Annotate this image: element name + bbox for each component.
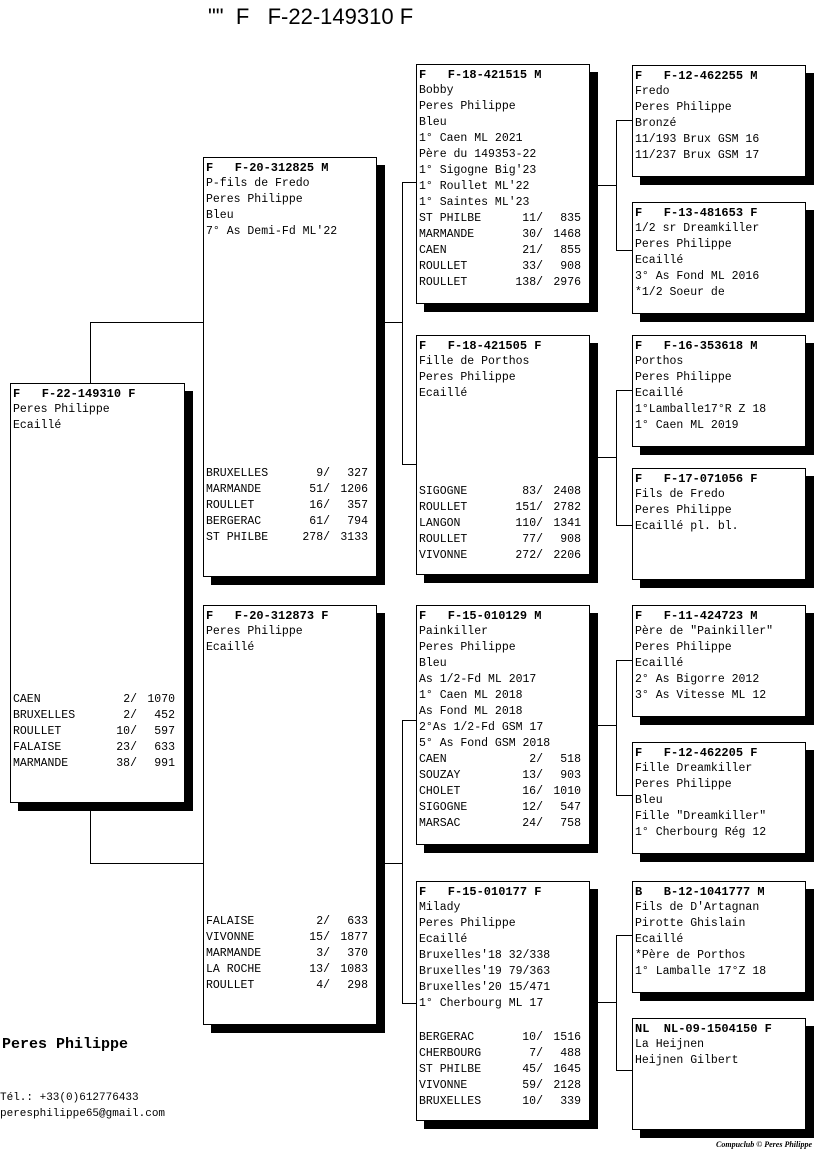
info-line: 7° As Demi-Fd ML'22 [206, 225, 338, 238]
owner-line: Heijnen Gilbert [635, 1054, 739, 1067]
info-line: Fils de D'Artagnan [635, 901, 760, 914]
result-row: BRUXELLES 10/ 339 [419, 1095, 581, 1108]
color-line: Bleu [419, 116, 447, 129]
owner-line: Peres Philippe [635, 778, 732, 791]
connector-line [376, 863, 402, 864]
info-line: 1° Cherbourg ML 17 [419, 997, 544, 1010]
ring-number: F F-12-462205 F [635, 746, 758, 760]
result-row: ROULLET 138/ 2976 [419, 276, 581, 289]
info-line: 2° As Bigorre 2012 [635, 673, 760, 686]
connector-line [402, 1003, 417, 1004]
info-line: Porthos [635, 355, 684, 368]
result-row: BERGERAC 61/ 794 [206, 515, 368, 528]
result-row: CHOLET 16/ 1010 [419, 785, 581, 798]
owner-line: Peres Philippe [635, 504, 732, 517]
ring-number: F F-18-421505 F [419, 339, 542, 353]
ring-number: F F-17-071056 F [635, 472, 758, 486]
info-line: As 1/2-Fd ML 2017 [419, 673, 537, 686]
owner-line: Peres Philippe [419, 100, 516, 113]
owner-line: Peres Philippe [13, 403, 110, 416]
connector-line [376, 322, 402, 323]
ring-number: F F-11-424723 M [635, 609, 758, 623]
ring-number: B B-12-1041777 M [635, 885, 765, 899]
info-line: 2°As 1/2-Fd GSM 17 [419, 721, 544, 734]
connector-line [616, 390, 617, 525]
connector-line [616, 935, 617, 1070]
result-row: BRUXELLES 2/ 452 [13, 709, 175, 722]
result-row: MARMANDE 51/ 1206 [206, 483, 368, 496]
info-line: P-fils de Fredo [206, 177, 310, 190]
owner-line: Peres Philippe [206, 625, 303, 638]
info-line: Bruxelles'18 32/338 [419, 949, 551, 962]
result-row: VIVONNE 59/ 2128 [419, 1079, 581, 1092]
owner-line: Peres Philippe [419, 641, 516, 654]
pigeon-card-ggp-8[interactable] [632, 1018, 806, 1130]
results-list [204, 914, 376, 994]
connector-line [598, 1002, 616, 1003]
info-line: Fille Dreamkiller [635, 762, 753, 775]
color-line: Ecaillé [13, 419, 62, 432]
owner-line: Peres Philippe [635, 641, 732, 654]
connector-line [90, 802, 91, 864]
results-list [204, 466, 376, 546]
pigeon-card-granddam-paternal[interactable] [416, 335, 590, 575]
results-list [417, 211, 589, 291]
color-line: Ecaillé [419, 387, 468, 400]
pigeon-card-dam[interactable] [203, 605, 377, 1025]
result-row: ST PHILBE 11/ 835 [419, 212, 581, 225]
info-line: 1/2 sr Dreamkiller [635, 222, 760, 235]
ring-number: F F-18-421515 M [419, 68, 542, 82]
connector-line [90, 322, 204, 323]
info-line: Père de "Painkiller" [635, 625, 774, 638]
result-row: LANGON 110/ 1341 [419, 517, 581, 530]
ring-number: F F-13-481653 F [635, 206, 758, 220]
ring-number: F F-22-149310 F [13, 387, 136, 401]
color-line: Ecaillé [635, 387, 684, 400]
info-line: 1° Lamballe 17°Z 18 [635, 965, 767, 978]
connector-line [616, 795, 633, 796]
pigeon-card-grandsire-maternal[interactable] [416, 605, 590, 845]
result-row: ROULLET 10/ 597 [13, 725, 175, 738]
color-line: Ecaillé [635, 933, 684, 946]
owner-line: Peres Philippe [635, 371, 732, 384]
ring-number: F F-15-010129 M [419, 609, 542, 623]
owner-line: Peres Philippe [419, 371, 516, 384]
info-line: Fils de Fredo [635, 488, 725, 501]
connector-line [616, 660, 617, 795]
connector-line [402, 182, 403, 464]
connector-line [598, 185, 616, 186]
info-line: Père du 149353-22 [419, 148, 537, 161]
result-row: MARMANDE 30/ 1468 [419, 228, 581, 241]
result-row: SOUZAY 13/ 903 [419, 769, 581, 782]
page-title: "" F F-22-149310 F [208, 4, 414, 29]
results-list [417, 484, 589, 564]
connector-line [90, 863, 204, 864]
result-row: MARSAC 24/ 758 [419, 817, 581, 830]
connector-line [616, 390, 633, 391]
info-line: La Heijnen [635, 1038, 705, 1051]
results-list [417, 1030, 589, 1110]
result-row: ROULLET 4/ 298 [206, 979, 368, 992]
info-line: *Père de Porthos [635, 949, 746, 962]
result-row: ROULLET 151/ 2782 [419, 501, 581, 514]
connector-line [616, 1070, 633, 1071]
pigeon-card-granddam-maternal[interactable] [416, 881, 590, 1121]
info-line: Painkiller [419, 625, 489, 638]
info-line: 11/193 Brux GSM 16 [635, 133, 760, 146]
info-line: 1° Cherbourg Rég 12 [635, 826, 767, 839]
connector-line [616, 250, 633, 251]
owner-line: Peres Philippe [635, 238, 732, 251]
result-row: ROULLET 77/ 908 [419, 533, 581, 546]
info-line: As Fond ML 2018 [419, 705, 523, 718]
result-row: CHERBOURG 7/ 488 [419, 1047, 581, 1060]
connector-line [402, 464, 417, 465]
info-line: 1° Caen ML 2018 [419, 689, 523, 702]
connector-line [616, 120, 633, 121]
connector-line [616, 660, 633, 661]
info-line: 3° As Vitesse ML 12 [635, 689, 767, 702]
owner-line: Peres Philippe [206, 193, 303, 206]
pigeon-card-ggp-2[interactable] [632, 202, 806, 314]
pigeon-card-ggp-4[interactable] [632, 468, 806, 580]
copyright: Compuclub © Peres Philippe [716, 1140, 812, 1149]
result-row: FALAISE 23/ 633 [13, 741, 175, 754]
color-line: Ecaillé [419, 933, 468, 946]
color-line: Ecaillé [206, 641, 255, 654]
result-row: VIVONNE 15/ 1877 [206, 931, 368, 944]
connector-line [616, 935, 633, 936]
color-line: Ecaillé pl. bl. [635, 520, 739, 533]
info-line: *1/2 Soeur de [635, 286, 725, 299]
results-list [417, 752, 589, 832]
color-line: Ecaillé [635, 254, 684, 267]
result-row: SIGOGNE 83/ 2408 [419, 485, 581, 498]
info-line: Milady [419, 901, 461, 914]
owner-line: Peres Philippe [635, 101, 732, 114]
owner-line: Pirotte Ghislain [635, 917, 746, 930]
connector-line [402, 720, 403, 1003]
info-line: 5° As Fond GSM 2018 [419, 737, 551, 750]
result-row: VIVONNE 272/ 2206 [419, 549, 581, 562]
owner-email: peresphilippe65@gmail.com [0, 1108, 166, 1120]
ring-number: F F-12-462255 M [635, 69, 758, 83]
ring-number: F F-16-353618 M [635, 339, 758, 353]
info-line: Fille de Porthos [419, 355, 530, 368]
pigeon-card-ggp-7[interactable] [632, 881, 806, 993]
pigeon-card-ggp-5[interactable] [632, 605, 806, 717]
connector-line [90, 322, 91, 384]
connector-line [616, 120, 617, 250]
result-row: CAEN 21/ 855 [419, 244, 581, 257]
color-line: Bleu [419, 657, 447, 670]
pigeon-card-ggp-6[interactable] [632, 742, 806, 854]
results-list [11, 692, 184, 772]
info-line: 1° Sigogne Big'23 [419, 164, 537, 177]
info-line: Fille "Dreamkiller" [635, 810, 767, 823]
color-line: Bleu [635, 794, 663, 807]
result-row: ST PHILBE 278/ 3133 [206, 531, 368, 544]
pigeon-card-sire[interactable] [203, 157, 377, 577]
info-line: 1° Roullet ML'22 [419, 180, 530, 193]
info-line: Bruxelles'19 79/363 [419, 965, 551, 978]
result-row: MARMANDE 3/ 370 [206, 947, 368, 960]
color-line: Bronzé [635, 117, 677, 130]
info-line: Bruxelles'20 15/471 [419, 981, 551, 994]
result-row: FALAISE 2/ 633 [206, 915, 368, 928]
connector-line [402, 720, 417, 721]
result-row: CAEN 2/ 518 [419, 753, 581, 766]
color-line: Ecaillé [635, 657, 684, 670]
owner-line: Peres Philippe [419, 917, 516, 930]
connector-line [616, 525, 633, 526]
info-line: 1° Saintes ML'23 [419, 196, 530, 209]
color-line: Bleu [206, 209, 234, 222]
result-row: MARMANDE 38/ 991 [13, 757, 175, 770]
info-line: 11/237 Brux GSM 17 [635, 149, 760, 162]
pigeon-card-ggp-1[interactable] [632, 65, 806, 177]
connector-line [598, 457, 616, 458]
connector-line [598, 725, 616, 726]
result-row: BRUXELLES 9/ 327 [206, 467, 368, 480]
info-line: Fredo [635, 85, 670, 98]
result-row: ST PHILBE 45/ 1645 [419, 1063, 581, 1076]
ring-number: F F-15-010177 F [419, 885, 542, 899]
result-row: ROULLET 33/ 908 [419, 260, 581, 273]
ring-number: F F-20-312873 F [206, 609, 329, 623]
ring-number: F F-20-312825 M [206, 161, 329, 175]
owner-phone: Tél.: +33(0)612776433 [0, 1092, 139, 1104]
pigeon-card-grandsire-paternal[interactable] [416, 64, 590, 304]
info-line: 1°Lamballe17°R Z 18 [635, 403, 767, 416]
pigeon-card-subject[interactable] [10, 383, 185, 803]
result-row: ROULLET 16/ 357 [206, 499, 368, 512]
info-line: Bobby [419, 84, 454, 97]
result-row: CAEN 2/ 1070 [13, 693, 175, 706]
pigeon-card-ggp-3[interactable] [632, 335, 806, 447]
owner-name: Peres Philippe [2, 1036, 129, 1053]
connector-line [402, 182, 417, 183]
info-line: 1° Caen ML 2019 [635, 419, 739, 432]
result-row: BERGERAC 10/ 1516 [419, 1031, 581, 1044]
info-line: 1° Caen ML 2021 [419, 132, 523, 145]
info-line: 3° As Fond ML 2016 [635, 270, 760, 283]
result-row: LA ROCHE 13/ 1083 [206, 963, 368, 976]
result-row: SIGOGNE 12/ 547 [419, 801, 581, 814]
ring-number: NL NL-09-1504150 F [635, 1022, 772, 1036]
